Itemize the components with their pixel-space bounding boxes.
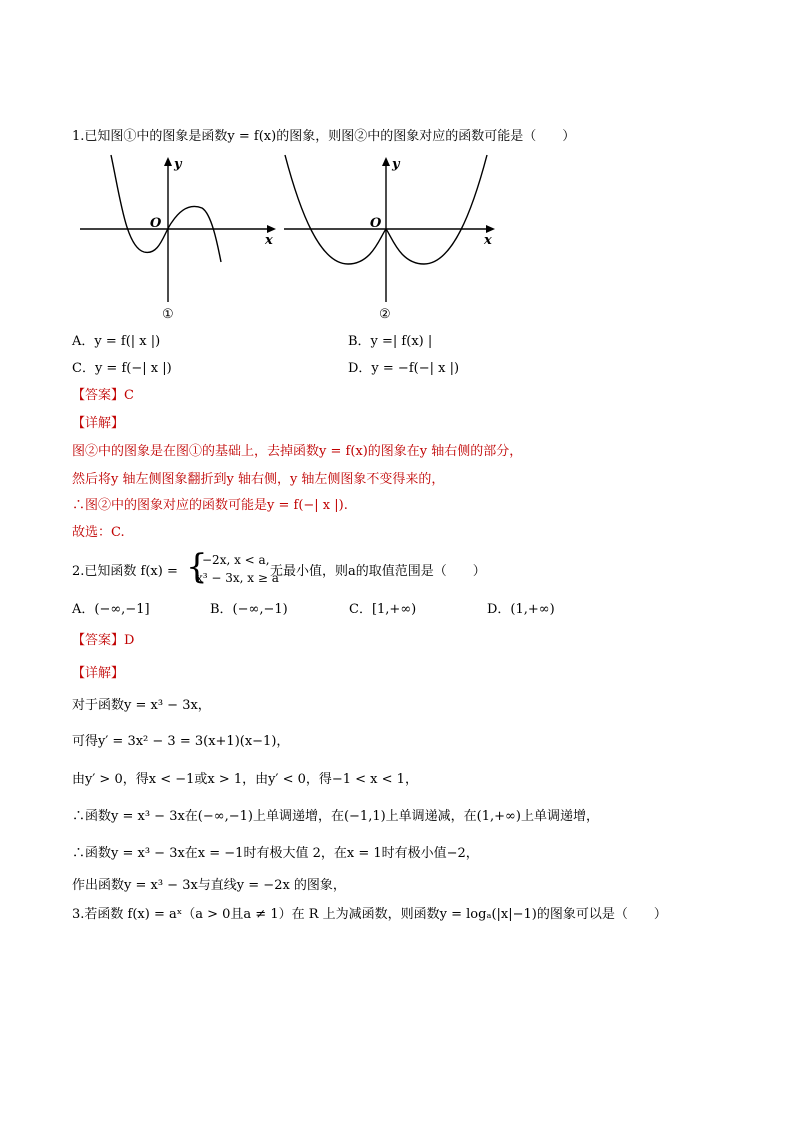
q2-detail-line-6: 作出函数y = x³ − 3x与直线y = −2x 的图象， [72,878,346,893]
q2-piece-2: x³ − 3x, x ≥ a [196,571,279,585]
q2-detail-line-4: ∴函数y = x³ − 3x在(−∞,−1)上单调递增，在(−1,1)上单调递减，在(1,+∞)上单调递增， [72,809,599,824]
figure-1 [78,152,278,322]
fig2-y-label: y [392,157,400,172]
fig1-y-label: y [174,157,182,172]
q2-answer: 【答案】D [72,633,135,648]
q1-detail-line-4: 故选：C. [72,525,125,540]
q2-stem-suffix: 无最小值，则a的取值范围是（ ） [270,564,486,579]
fig2-x-label: x [484,233,492,248]
q2-detail-line-1: 对于函数y = x³ − 3x， [72,698,211,713]
fig2-number-label: ② [379,307,391,322]
fig1-curve [111,155,221,262]
q1-stem: 1.已知图①中的图象是函数y = f(x)的图象，则图②中的图象对应的函数可能是（ ） [72,129,576,144]
q1-detail-line-1: 图②中的图象是在图①的基础上，去掉函数y = f(x)的图象在y 轴右侧的部分， [72,444,523,459]
fig1-x-arrow [267,225,276,233]
q2-brace: { [186,547,208,587]
fig2-x-arrow [486,225,495,233]
q1-option-a: A．y = f(| x |) [72,334,161,349]
q1-answer: 【答案】C [72,388,134,403]
fig1-origin-label: O [150,216,162,231]
q2-detail-line-5: ∴函数y = x³ − 3x在x = −1时有极大值 2，在x = 1时有极小值−2， [72,846,479,861]
q1-detail-line-2: 然后将y 轴左侧图象翻折到y 轴右侧，y 轴左侧图象不变得来的， [72,472,445,487]
figure-2 [282,152,497,322]
q2-option-d: D．(1,+∞) [487,602,555,617]
q2-option-b: B．(−∞,−1) [210,602,288,617]
q2-option-c: C．[1,+∞) [349,602,417,617]
q1-detail-line-3: ∴图②中的图象对应的函数可能是y = f(−| x |). [72,498,348,513]
q3-stem: 3.若函数 f(x) = aˣ（a > 0且a ≠ 1）在 R 上为减函数，则函数y = logₐ(|x|−1)的图象可以是（ ） [72,907,667,922]
q1-option-b: B．y =| f(x) | [348,334,433,349]
q2-stem-prefix: 2.已知函数 f(x) = [72,564,178,579]
q2-piece-1: −2x, x < a, [202,553,270,567]
q1-option-d: D．y = −f(−| x |) [348,361,460,376]
q1-detail-title: 【详解】 [72,416,125,431]
q1-option-c: C．y = f(−| x |) [72,361,172,376]
q2-detail-line-2: 可得y′ = 3x² − 3 = 3(x+1)(x−1)， [72,734,290,749]
fig1-y-arrow [164,157,172,166]
fig1-number-label: ① [162,307,174,322]
fig1-x-label: x [265,233,273,248]
q2-detail-line-3: 由y′ > 0，得x < −1或x > 1，由y′ < 0，得−1 < x < 1， [72,772,418,787]
fig2-origin-label: O [370,216,382,231]
fig2-y-arrow [382,157,390,166]
q2-option-a: A．(−∞,−1] [72,602,150,617]
q2-detail-title: 【详解】 [72,666,125,681]
